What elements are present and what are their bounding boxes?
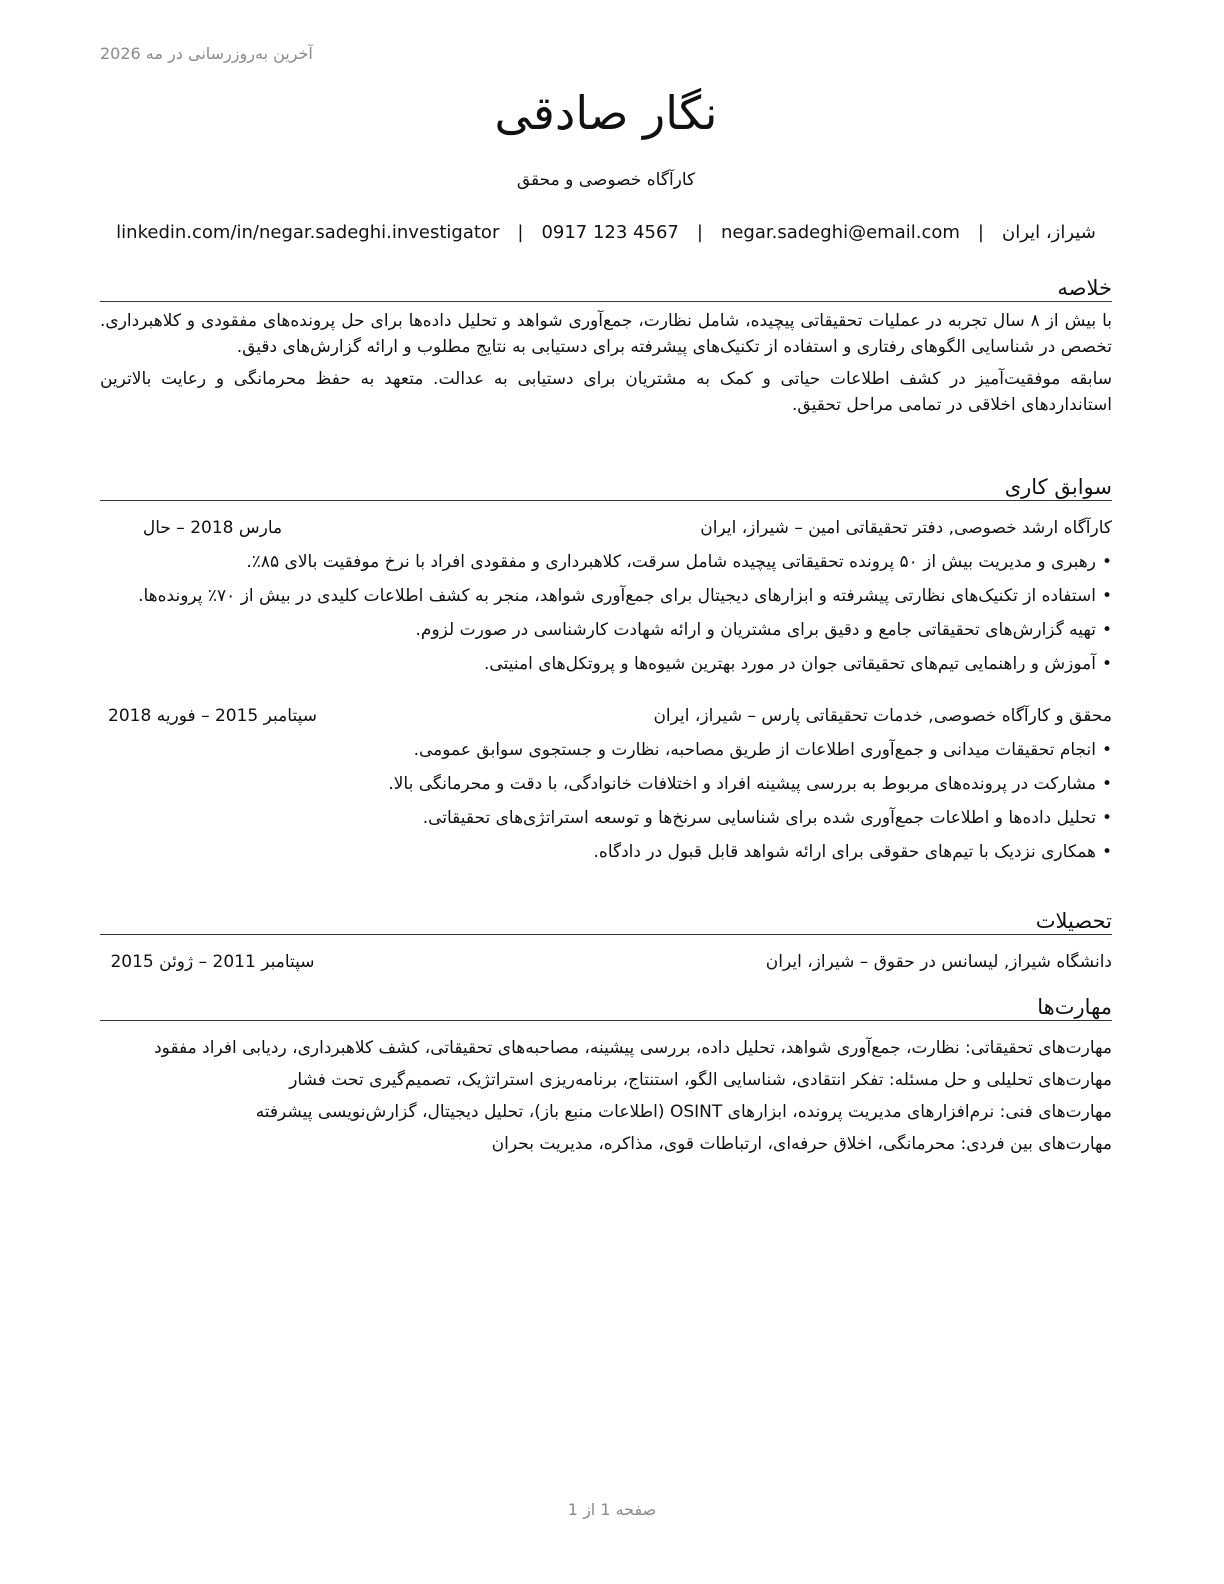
list-item: • تحلیل داده‌ها و اطلاعات جمع‌آوری شده برای شناسایی سرنخ‌ها و توسعه استراتژی‌های تحقیقاتی. (100, 805, 1112, 831)
contact-line (100, 222, 1112, 243)
list-item: • انجام تحقیقات میدانی و جمع‌آوری اطلاعات از طریق مصاحبه، نظارت و جستجوی سوابق عمومی. (100, 737, 1112, 763)
last-updated-note: آخرین به‌روزرسانی در مه 2026 (100, 44, 313, 63)
contact-separator: | (696, 222, 703, 243)
experience-section (100, 475, 1112, 865)
list-item: • رهبری و مدیریت بیش از ۵۰ پرونده تحقیقاتی پیچیده شامل سرقت، کلاهبرداری و مفقودی افراد با نرخ موفقیت بالای ۸۵٪. (100, 549, 1112, 575)
job-dates: مارس 2018 – حال (142, 518, 283, 538)
job-entry (100, 515, 1112, 677)
summary-paragraph: سابقه موفقیت‌آمیز در کشف اطلاعات حیاتی و کمک به مشتریان برای دستیابی به عدالت. متعهد به حفظ محرمانگی و رعایت بالاترین استانداردهای اخلاقی در تمامی مراحل تحقیق. (100, 369, 1112, 415)
job-dates: سپتامبر 2015 – فوریه 2018 (108, 706, 317, 726)
job-entry (100, 703, 1112, 865)
contact-email[interactable]: negar.sadeghi@email.com (720, 222, 960, 243)
summary-paragraph: با بیش از ۸ سال تجربه در عملیات تحقیقاتی پیچیده، شامل نظارت، جمع‌آوری شواهد و تحلیل داده‌ها برای حل پرونده‌های مفقودی و کلاهبرداری. تخصص در شناسایی الگوهای رفتاری و استفاده از تکنیک‌های پیشرفته برای دستیابی به نتایج مطلوب و ارائه گزارش‌های دقیق. (100, 311, 1112, 357)
contact-separator: | (517, 222, 524, 243)
skills-section (100, 995, 1112, 1157)
education-entry (100, 949, 1112, 975)
education-heading: تحصیلات (100, 909, 1112, 935)
list-item: • آموزش و راهنمایی تیم‌های تحقیقاتی جوان در مورد بهترین شیوه‌ها و پروتکل‌های امنیتی. (100, 651, 1112, 677)
list-item: • مشارکت در پرونده‌های مربوط به بررسی پیشینه افراد و اختلافات خانوادگی، با دقت و محرمانگی بالا. (100, 771, 1112, 797)
skill-line: مهارت‌های فنی: نرم‌افزارهای مدیریت پرونده، ابزارهای OSINT (اطلاعات منبع باز)، تحلیل دیجیتال، گزارش‌نویسی پیشرفته (255, 1102, 1112, 1122)
contact-linkedin[interactable]: linkedin.com/in/negar.sadeghi.investigator (116, 222, 500, 243)
experience-heading: سوابق کاری (100, 475, 1112, 501)
job-role: کارآگاه ارشد خصوصی, دفتر تحقیقاتی امین – شیراز، ایران (700, 518, 1112, 538)
list-item: • همکاری نزدیک با تیم‌های حقوقی برای ارائه شواهد قابل قبول در دادگاه. (100, 839, 1112, 865)
resume-page (100, 0, 1112, 1584)
list-item: • استفاده از تکنیک‌های نظارتی پیشرفته و ابزارهای دیجیتال برای جمع‌آوری شواهد، منجر به کشف اطلاعات کلیدی در بیش از ۷۰٪ پرونده‌ها. (100, 583, 1112, 609)
job-header (100, 515, 1112, 541)
job-header (100, 703, 1112, 729)
page-number: صفحه 1 از 1 (567, 1500, 657, 1519)
skill-line: مهارت‌های تحقیقاتی: نظارت، جمع‌آوری شواهد، تحلیل داده، بررسی پیشینه، مصاحبه‌های تحقیقاتی، کشف کلاهبرداری، ردیابی افراد مفقود (154, 1038, 1112, 1058)
education-dates: سپتامبر 2011 – ژوئن 2015 (110, 952, 315, 972)
job-bullets (100, 549, 1112, 677)
contact-separator: | (977, 222, 984, 243)
education-section (100, 909, 1112, 975)
job-bullets (100, 737, 1112, 865)
education-school: دانشگاه شیراز, لیسانس در حقوق – شیراز، ایران (765, 952, 1112, 972)
summary-section (100, 276, 1112, 418)
candidate-name: نگار صادقی (494, 86, 718, 140)
candidate-title: کارآگاه خصوصی و محقق (516, 170, 696, 190)
summary-heading: خلاصه (100, 276, 1112, 302)
job-role: محقق و کارآگاه خصوصی, خدمات تحقیقاتی پارس – شیراز، ایران (653, 706, 1112, 726)
skills-heading: مهارت‌ها (100, 995, 1112, 1021)
skill-line: مهارت‌های تحلیلی و حل مسئله: تفکر انتقادی، شناسایی الگو، استنتاج، برنامه‌ریزی استراتژیک، تصمیم‌گیری تحت فشار (289, 1070, 1112, 1090)
contact-phone: 0917 123 4567 (541, 222, 679, 243)
contact-location: شیراز، ایران (1001, 222, 1096, 243)
skill-line: مهارت‌های بین فردی: محرمانگی، اخلاق حرفه‌ای، ارتباطات قوی، مذاکره، مدیریت بحران (491, 1134, 1112, 1154)
list-item: • تهیه گزارش‌های تحقیقاتی جامع و دقیق برای مشتریان و ارائه شهادت کارشناسی در صورت لزوم. (100, 617, 1112, 643)
